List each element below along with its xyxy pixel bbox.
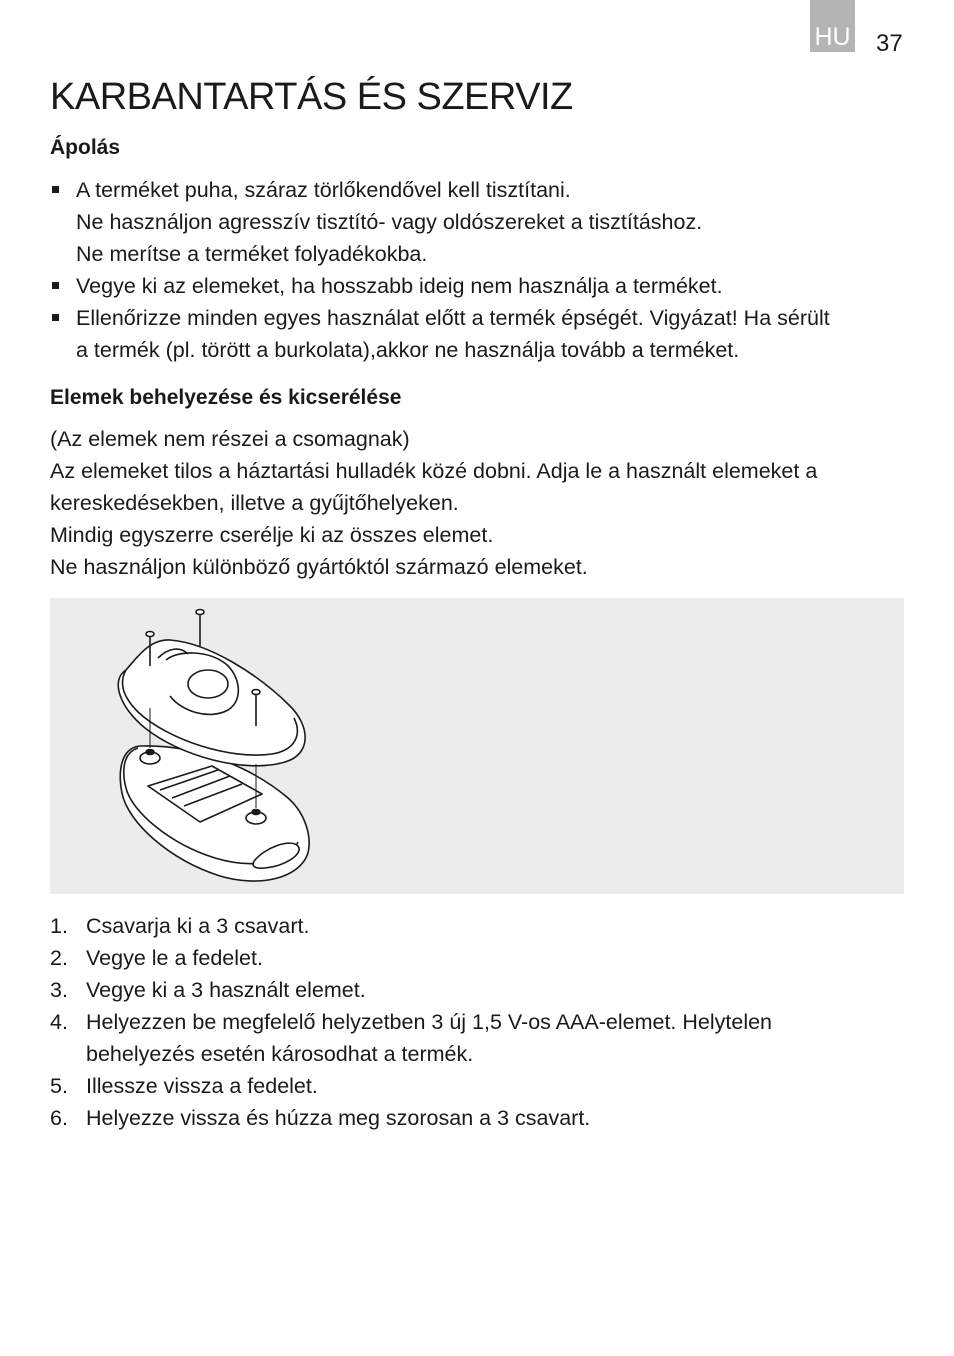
bullet-item: [50, 302, 900, 366]
paragraph-line: Mindig egyszerre cserélje ki az összes elemet.: [50, 523, 494, 547]
battery-replacement-illustration: [50, 598, 904, 894]
battery-instructions: [50, 423, 910, 583]
step-text: Helyezzen be megfelelő helyzetben 3 új 1,5 V-os AAA-elemet. Helytelen: [86, 1010, 773, 1034]
bullet-line: Vegye ki az elemeket, ha hosszabb ideig nem használja a terméket.: [76, 274, 723, 298]
language-badge: [810, 0, 855, 52]
step-text: Vegye le a fedelet.: [86, 946, 263, 970]
step-number: 1.: [50, 914, 68, 938]
step-item: [50, 1006, 900, 1070]
paragraph-line: (Az elemek nem részei a csomagnak): [50, 427, 410, 451]
step-number: 3.: [50, 978, 68, 1002]
screw: [146, 632, 154, 637]
step-number: 4.: [50, 1010, 68, 1034]
step-number: 5.: [50, 1074, 68, 1098]
battery-heading: Elemek behelyezése és kicserélése: [50, 386, 402, 409]
paragraph-line: Az elemeket tilos a háztartási hulladék közé dobni. Adja le a használt elemeket a: [50, 459, 818, 483]
step-item: [50, 1070, 900, 1102]
step-text: Csavarja ki a 3 csavart.: [86, 914, 310, 938]
screw: [252, 690, 260, 695]
step-item: [50, 910, 900, 942]
step-text: Illessze vissza a fedelet.: [86, 1074, 318, 1098]
step-item: [50, 974, 900, 1006]
device-exploded-view-drawing: [50, 598, 904, 894]
bullet-line: Ne használjon agresszív tisztító- vagy oldószereket a tisztításhoz.: [76, 210, 703, 234]
step-text: Vegye ki a 3 használt elemet.: [86, 978, 366, 1002]
bullet-line: a termék (pl. törött a burkolata),akkor ne használja tovább a terméket.: [76, 338, 740, 362]
bullet-item: [50, 270, 900, 302]
care-heading: Ápolás: [50, 136, 121, 159]
bullet-line: Ellenőrizze minden egyes használat előtt a termék épségét. Vigyázat! Ha sérült: [76, 306, 830, 330]
battery-steps-list: [50, 910, 900, 1134]
step-text: Helyezze vissza és húzza meg szorosan a 3 csavart.: [86, 1106, 591, 1130]
step-number: 6.: [50, 1106, 68, 1130]
page-title: KARBANTARTÁS ÉS SZERVIZ: [50, 76, 573, 118]
language-code: HU: [814, 23, 851, 51]
center-button: [188, 670, 228, 698]
step-item: [50, 1102, 900, 1134]
bullet-item: [50, 174, 900, 270]
bullet-line: A terméket puha, száraz törlőkendővel kell tisztítani.: [76, 178, 571, 202]
care-bullet-list: [50, 174, 900, 366]
screw: [196, 610, 204, 615]
bullet-line: Ne merítse a terméket folyadékokba.: [76, 242, 428, 266]
step-text: behelyezés esetén károsodhat a termék.: [86, 1042, 474, 1066]
paragraph-line: kereskedésekben, illetve a gyűjtőhelyeken.: [50, 491, 459, 515]
step-number: 2.: [50, 946, 68, 970]
step-item: [50, 942, 900, 974]
paragraph-line: Ne használjon különböző gyártóktól származó elemeket.: [50, 555, 588, 579]
page-number: 37: [876, 30, 903, 57]
